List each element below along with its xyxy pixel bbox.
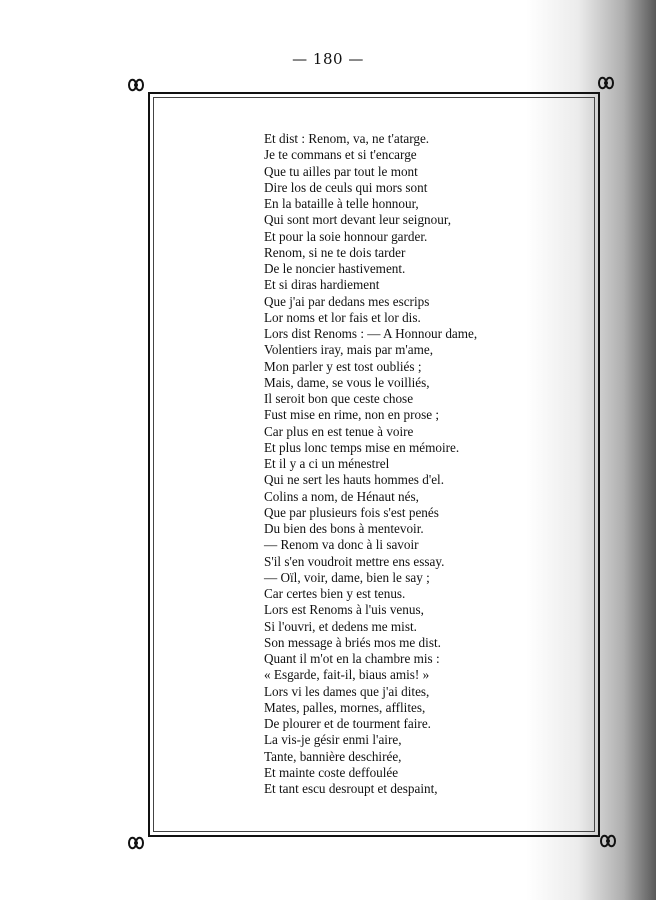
poem-line: Volentiers iray, mais par m'ame, [264,342,434,358]
flourish-knot-icon [125,832,147,854]
poem-line: Que par plusieurs fois s'est penés [264,504,439,520]
poem-line: Du bien des bons à mentevoir. [264,521,424,536]
poem-line: Quant il m'ot en la chambre mis : [264,651,440,666]
poem-line: Que j'ai par dedans mes escrips [264,293,430,309]
poem-line: Il seroit bon que ceste chose [264,391,414,406]
poem-line: Si l'ouvri, et dedens me mist. [264,618,417,634]
poem-line: Qui ne sert les hauts hommes d'el. [264,472,445,488]
flourish-knot-icon [597,830,619,852]
page-number: — 180 — [292,50,364,68]
poem-line: Je te commans et si t'encarge [264,147,417,163]
poem-line: « Esgarde, fait-il, biaus amis! » [264,667,430,683]
poem-line: Mates, palles, mornes, afflites, [264,699,426,715]
poem-line: De le noncier hastivement. [264,261,406,276]
poem-line: — Renom va donc à li savoir [264,537,419,553]
poem-line: Dire los de ceuls qui mors sont [264,179,428,195]
poem-line: Son message à briés mos me dist. [264,634,441,650]
poem-line: Fust mise en rime, non en prose ; [264,407,440,423]
poem-line: Car certes bien y est tenus. [264,586,406,601]
poem-line: En la bataille à telle honnour, [264,196,419,211]
poem-line: Et mainte coste deffoulée [264,764,399,780]
poem-line: Et dist : Renom, va, ne t'atarge. [264,131,430,146]
poem-line: Et si diras hardiement [264,277,380,293]
poem-line: Que tu ailles par tout le mont [264,163,418,179]
poem-line: Lors est Renoms à l'uis venus, [264,602,424,618]
poem-line: Et pour la soie honnour garder. [264,228,428,244]
poem-line: Car plus en est tenue à voire [264,423,414,439]
poem-line: Et il y a ci un ménestrel [264,456,390,471]
poem-line: Lors dist Renoms : — A Honnour dame, [264,326,478,341]
poem-line: — Oïl, voir, dame, bien le say ; [264,569,430,585]
flourish-knot-icon [125,74,147,96]
flourish-knot-icon [595,72,617,94]
poem-line: Lor noms et lor fais et lor dis. [264,309,421,325]
poem-line: Lors vi les dames que j'ai dites, [264,683,430,699]
poem-line: Qui sont mort devant leur seignour, [264,212,451,228]
poem-line: Tante, bannière deschirée, [264,748,402,764]
poem-line: Mon parler y est tost oubliés ; [264,358,422,374]
poem-line: De plourer et de tourment faire. [264,716,431,731]
poem-line: Et plus lonc temps mise en mémoire. [264,439,460,455]
poem-line: Et tant escu desroupt et despaint, [264,781,438,796]
poem-line: La vis-je gésir enmi l'aire, [264,732,402,748]
poem-line: Renom, si ne te dois tarder [264,244,406,260]
poem-line: Mais, dame, se vous le voilliés, [264,374,430,390]
poem-line: Colins a nom, de Hénaut nés, [264,488,419,504]
poem-text [264,131,574,797]
poem-line: S'il s'en voudroit mettre ens essay. [264,553,445,569]
